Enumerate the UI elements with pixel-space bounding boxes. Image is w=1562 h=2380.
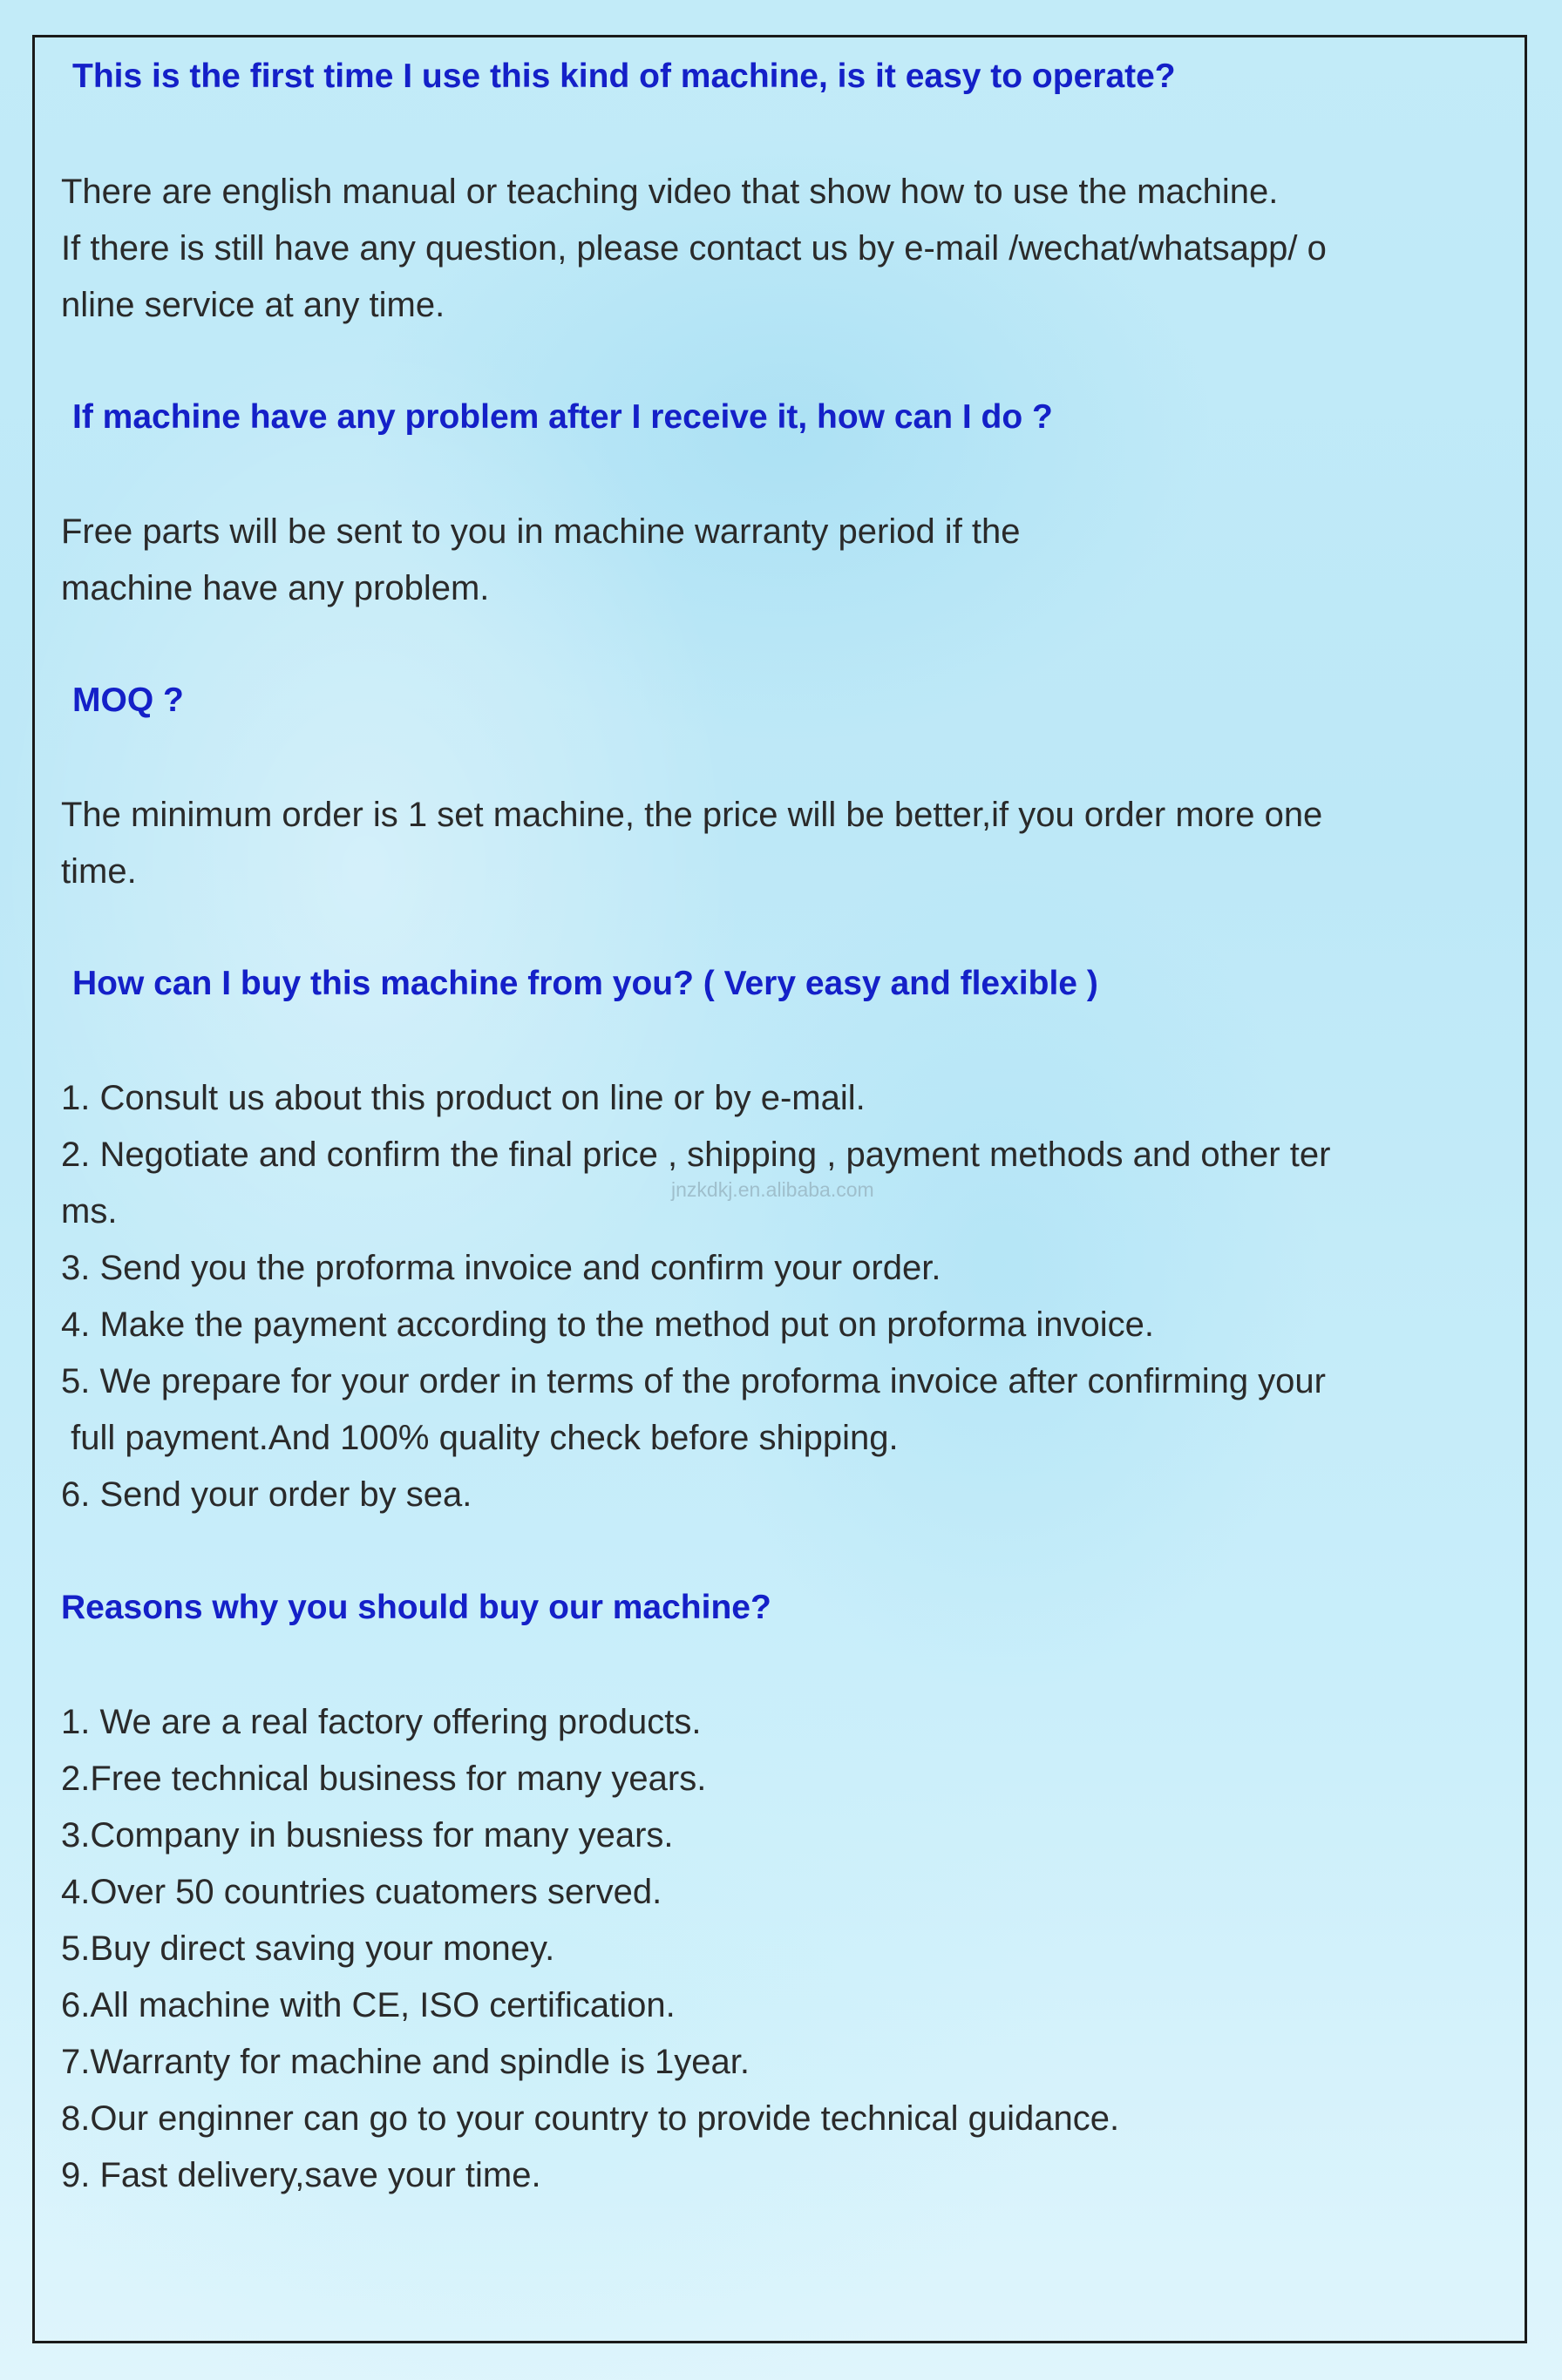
faq-answer-buy [61,1070,1330,1523]
faq-question-operate: This is the first time I use this kind of machine, is it easy to operate? [72,58,1176,95]
list-item: 4. Make the payment according to the method put on proforma invoice. [61,1305,1155,1344]
faq-answer-problem [61,504,1021,617]
list-item: full payment.And 100% quality check before shipping. [61,1419,899,1457]
list-item: 2.Free technical business for many years. [61,1760,707,1798]
list-item: 9. Fast delivery,save your time. [61,2156,541,2194]
list-item: ms. [61,1192,118,1231]
faq-question-buy: How can I buy this machine from you? ( Very easy and flexible ) [72,965,1098,1002]
list-item: 5. We prepare for your order in terms of the proforma invoice after confirming your [61,1362,1326,1400]
answer-line: time. [61,852,137,891]
list-item: 2. Negotiate and confirm the final price , shipping , payment methods and other ter [61,1136,1331,1174]
answer-line: There are english manual or teaching video that show how to use the machine. [61,173,1279,211]
faq-answer-moq [61,787,1322,900]
watermark-text: jnzkdkj.en.alibaba.com [671,1178,874,1201]
list-item: 1. Consult us about this product on line or by e-mail. [61,1079,866,1117]
answer-line: Free parts will be sent to you in machine warranty period if the [61,512,1021,551]
faq-answer-reasons [61,1694,1119,2204]
list-item: 8.Our enginner can go to your country to provide technical guidance. [61,2099,1120,2138]
faq-question-moq: MOQ ? [72,681,184,719]
list-item: 3.Company in busniess for many years. [61,1816,674,1855]
faq-answer-operate [61,164,1327,334]
faq-question-problem: If machine have any problem after I receive it, how can I do ? [72,398,1053,436]
list-item: 5.Buy direct saving your money. [61,1929,555,1968]
answer-line: The minimum order is 1 set machine, the price will be better,if you order more one [61,796,1323,834]
answer-line: If there is still have any question, please contact us by e-mail /wechat/whatsapp/ o [61,229,1327,268]
answer-line: nline service at any time. [61,286,445,324]
answer-line: machine have any problem. [61,569,490,607]
list-item: 6. Send your order by sea. [61,1475,472,1514]
faq-question-reasons: Reasons why you should buy our machine? [61,1589,771,1626]
list-item: 6.All machine with CE, ISO certification. [61,1986,676,2024]
list-item: 3. Send you the proforma invoice and confirm your order. [61,1249,941,1287]
list-item: 1. We are a real factory offering products. [61,1703,702,1741]
list-item: 7.Warranty for machine and spindle is 1year. [61,2043,750,2081]
list-item: 4.Over 50 countries cuatomers served. [61,1873,662,1911]
